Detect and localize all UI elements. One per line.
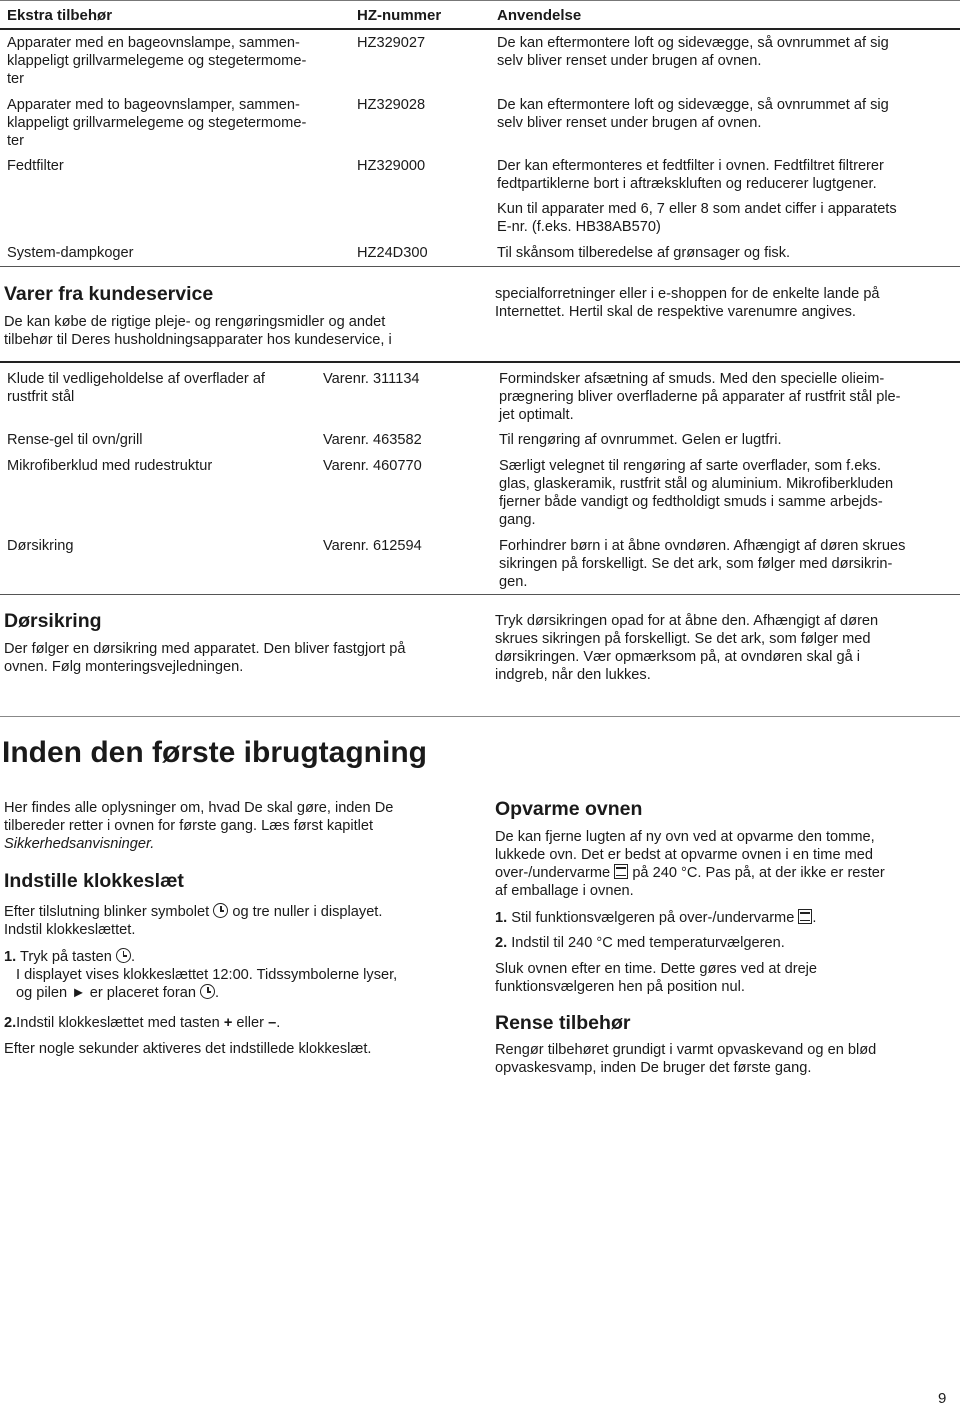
section-title-rense: Rense tilbehør xyxy=(495,1012,631,1034)
table-cell-number: Varenr. 463582 xyxy=(323,432,422,448)
klokke-after-text: Efter nogle sekunder aktiveres det indstillede klokkeslæt. xyxy=(4,1041,372,1057)
section-title-dorsikring: Dørsikring xyxy=(4,610,102,632)
opvarme-text: De kan fjerne lugten af ny ovn ved at opvarme den tomme, lukkede ovn. Det er bedst at opvarme ovnen i en time med over-/undervarme på 240 °C. Pas på, at der ikke er rester af emballage i ovnen. xyxy=(495,829,885,899)
table-cell-use: Der kan eftermonteres et fedtfilter i ovnen. Fedtfiltret filtrerer fedtpartiklerne bort i aftrækskluften og reducerer lugtgener. Kun til apparater med 6, 7 eller 8 som andet ciffer i apparatets E-nr. (f.eks. HB38AB570) xyxy=(497,158,897,235)
ibrug-intro: Her findes alle oplysninger om, hvad De skal gøre, inden De tilbereder retter i ovnen for første gang. Læs først kapitlet Sikkerhedsanvisninger. xyxy=(4,800,394,852)
kundeservice-text-left: De kan købe de rigtige pleje- og rengøringsmidler og andet tilbehør til Deres husholdningsapparater hos kundeservice, i xyxy=(4,314,392,348)
table-cell-use: Forhindrer børn i at åbne ovndøren. Afhængigt af døren skrues sikringen på forskelligt. Se det ark, som følger med dørsikrin- gen. xyxy=(499,538,906,590)
clock-icon xyxy=(213,903,228,918)
clock-icon xyxy=(116,948,131,963)
table-cell-item: Mikrofiberklud med rudestruktur xyxy=(7,458,213,474)
table-cell-item: Apparater med to bageovnslamper, sammen- klappeligt grillvarmelegeme og stegetermome- ter xyxy=(7,97,307,149)
table-cell-item: Rense-gel til ovn/grill xyxy=(7,432,143,448)
dorsikring-text-right: Tryk dørsikringen opad for at åbne den. Afhængigt af døren skrues sikringen på forskelligt. Se det ark, som følger med dørsikringen. Vær opmærksom på, at ovndøren skal gå i indgreb, når den lukkes. xyxy=(495,613,879,683)
table1-header-number: HZ-nummer xyxy=(357,7,442,24)
clock-icon xyxy=(200,984,215,999)
table-cell-item: Dørsikring xyxy=(7,538,74,554)
table-cell-item: Klude til vedligeholdelse af overflader af rustfrit stål xyxy=(7,371,265,405)
table-cell-use: De kan eftermontere loft og sidevægge, så ovnrummet af sig selv bliver renset under brugen af ovnen. xyxy=(497,35,889,69)
table-cell-number: HZ329027 xyxy=(357,35,426,51)
table-cell-number: Varenr. 460770 xyxy=(323,458,422,474)
klokke-step-2: 2.Indstil klokkeslættet med tasten + eller –. xyxy=(4,1015,281,1031)
opvarme-step-1: 1. Stil funktionsvælgeren på over-/undervarme . xyxy=(495,910,817,926)
table1-top-rule xyxy=(0,0,960,1)
chapter-title: Inden den første ibrugtagning xyxy=(2,736,427,769)
top-bottom-heat-icon xyxy=(798,909,812,924)
section-title-kundeservice: Varer fra kundeservice xyxy=(4,283,214,305)
table-cell-use: Formindsker afsætning af smuds. Med den specielle olieim- prægnering bliver overfladerne på apparater af rustfrit stål ple- jet optimalt. xyxy=(499,371,901,423)
table1-header-item: Ekstra tilbehør xyxy=(7,7,113,24)
opvarme-text-2: Sluk ovnen efter en time. Dette gøres ved at dreje funktionsvælgeren hen på position nul. xyxy=(495,961,818,995)
table-cell-number: HZ329000 xyxy=(357,158,426,174)
table1-header-use: Anvendelse xyxy=(497,7,582,24)
table-cell-number: Varenr. 311134 xyxy=(323,371,420,387)
kundeservice-text-right: specialforretninger eller i e-shoppen for de enkelte lande på Internettet. Hertil skal de respektive varenumre angives. xyxy=(495,286,880,320)
section-title-klokke: Indstille klokkeslæt xyxy=(4,870,184,892)
table2-bottom-rule xyxy=(0,594,960,595)
plus-icon: + xyxy=(223,1015,233,1031)
klokke-text: Efter tilslutning blinker symbolet og tre nuller i displayet. Indstil klokkeslættet. xyxy=(4,904,383,938)
table-cell-item: Apparater med en bageovnslampe, sammen- klappeligt grillvarmelegeme og stegetermome- ter xyxy=(7,35,307,87)
rense-text: Rengør tilbehøret grundigt i varmt opvaskevand og en blød opvaskesvamp, inden De bruger det første gang. xyxy=(495,1042,877,1076)
table-cell-use: Særligt velegnet til rengøring af sarte overflader, som f.eks. glas, glaskeramik, rustfrit stål og aluminium. Mikrofiberkluden fjerner både vandigt og fedtholdigt smuds i samme arbejds- gang. xyxy=(499,458,894,528)
arrow-right-icon: ► xyxy=(71,985,86,1001)
table-cell-use: Til rengøring af ovnrummet. Gelen er lugtfri. xyxy=(499,432,782,448)
section-title-opvarme: Opvarme ovnen xyxy=(495,798,643,820)
table-cell-use: De kan eftermontere loft og sidevægge, så ovnrummet af sig selv bliver renset under brugen af ovnen. xyxy=(497,97,889,131)
klokke-step-1: 1. Tryk på tasten . I displayet vises klokkeslættet 12:00. Tidssymbolerne lyser, og pilen ► er placeret foran . xyxy=(4,949,398,1001)
minus-icon: – xyxy=(268,1015,277,1031)
dorsikring-text-left: Der følger en dørsikring med apparatet. Den bliver fastgjort på ovnen. Følg monteringsvejledningen. xyxy=(4,641,406,675)
table1-bottom-rule xyxy=(0,266,960,267)
table-cell-number: Varenr. 612594 xyxy=(323,538,422,554)
table-cell-use: Til skånsom tilberedelse af grønsager og fisk. xyxy=(497,245,791,261)
table1-header-rule xyxy=(0,28,960,30)
table2-top-rule xyxy=(0,361,960,363)
table-cell-item: System-dampkoger xyxy=(7,245,134,261)
table-cell-number: HZ329028 xyxy=(357,97,426,113)
chapter-rule xyxy=(0,716,960,717)
opvarme-step-2: 2. Indstil til 240 °C med temperaturvælgeren. xyxy=(495,935,785,951)
page-number: 9 xyxy=(938,1390,947,1407)
table-cell-number: HZ24D300 xyxy=(357,245,428,261)
table-cell-item: Fedtfilter xyxy=(7,158,64,174)
top-bottom-heat-icon xyxy=(614,864,628,879)
